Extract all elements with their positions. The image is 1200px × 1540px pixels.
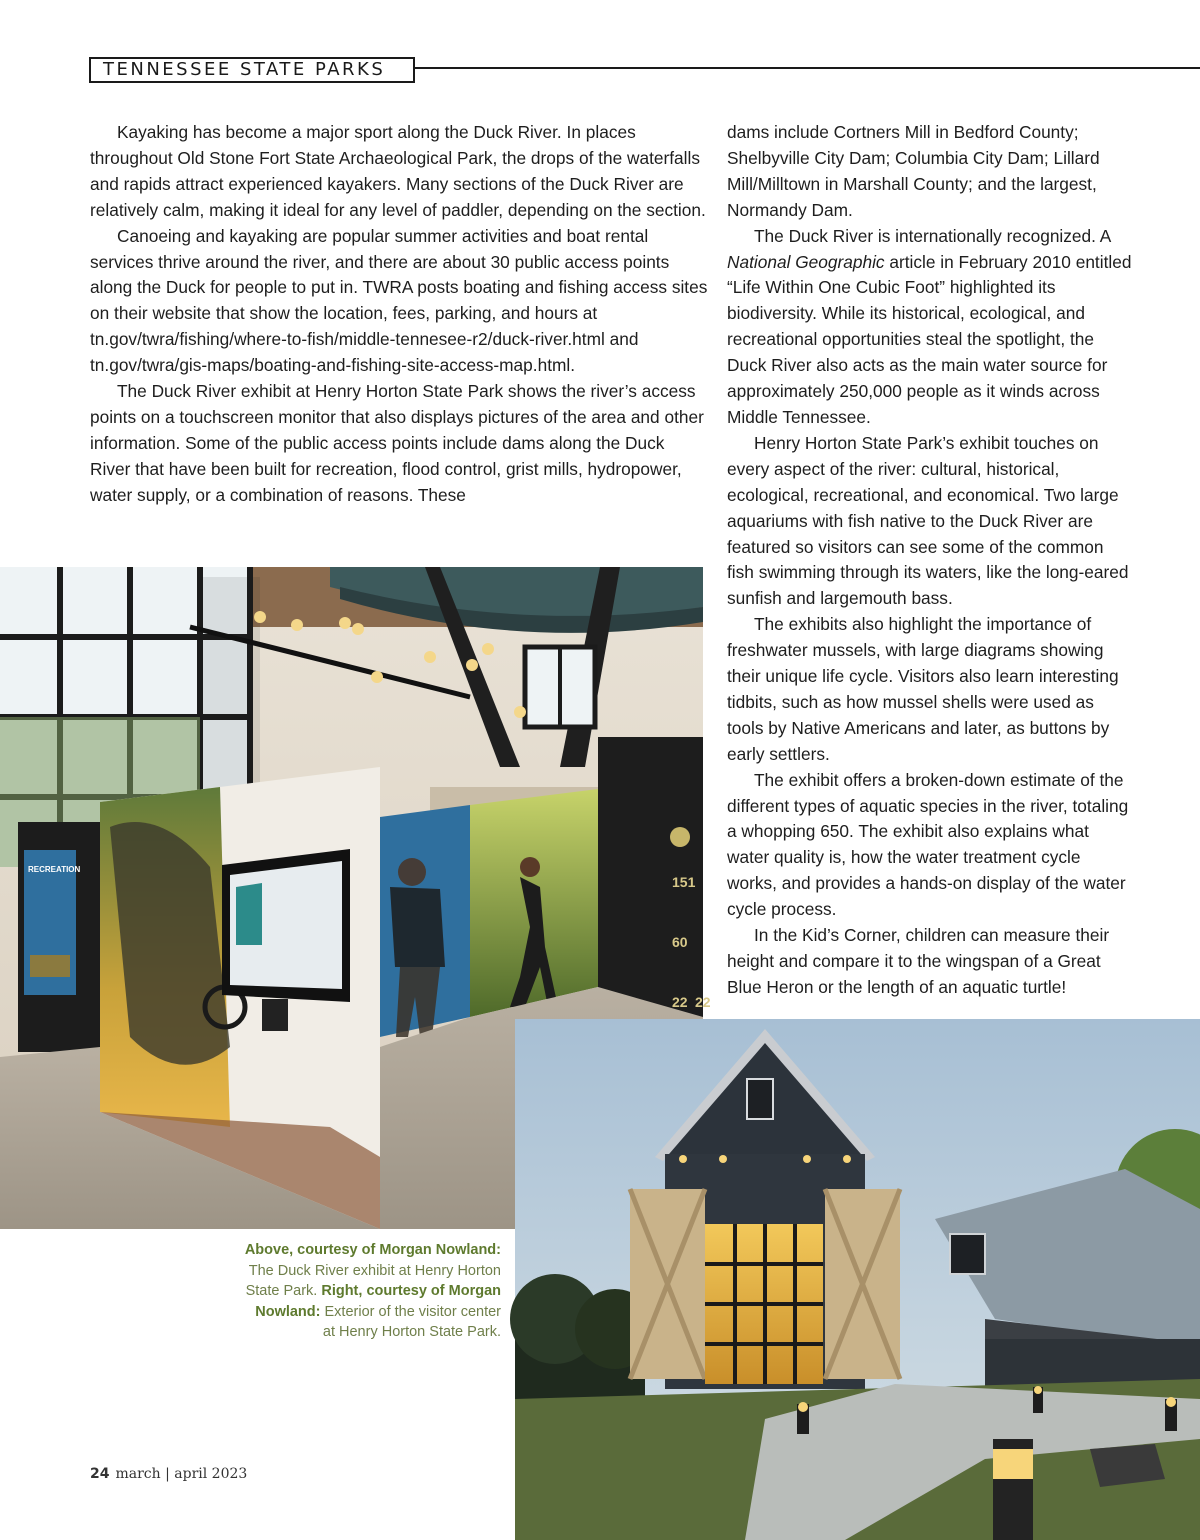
left-text-column bbox=[90, 120, 708, 509]
right-text-column bbox=[727, 120, 1132, 1001]
page-footer bbox=[90, 1466, 247, 1482]
visitor-center-photo bbox=[515, 1019, 1200, 1540]
caption-credit: Above, courtesy of Morgan Nowland: bbox=[244, 1242, 501, 1258]
recreation-panel-title: RECREATION bbox=[28, 865, 81, 874]
caption-text: Exterior of the visitor center at Henry Horton State Park. bbox=[320, 1303, 501, 1341]
paragraph: dams include Cortners Mill in Bedford County; Shelbyville City Dam; Columbia City Dam; Lillard Mill/Milltown in Marshall County; and the largest, Normandy Dam. bbox=[727, 122, 1100, 220]
section-title: TENNESSEE STATE PARKS bbox=[103, 59, 386, 80]
paragraph: The exhibits also highlight the importance of freshwater mussels, with large diagrams showing their unique life cycle. Visitors also learn interesting tidbits, such as how mussel shells were used as tools by Native Americans and later, as buttons by early settlers. bbox=[727, 614, 1119, 764]
paragraph: Kayaking has become a major sport along the Duck River. In places throughout Old Stone Fort State Archaeological Park, the drops of the waterfalls and rapids attract experienced kayakers. Many sections of the Duck River are relatively calm, making it ideal for any level of paddler, depending on the section. bbox=[90, 122, 706, 220]
paragraph-text: article in February 2010 entitled “Life Within One Cubic Foot” highlighted its biodiversity. While its historical, ecological, and recreational opportunities steal the spotlight, the Duck River also acts as the main water source for approximately 250,000 people as it winds across Middle Tennessee. bbox=[727, 251, 1132, 427]
stat-number: 22 bbox=[672, 994, 688, 1010]
page-number: 24 bbox=[90, 1466, 110, 1482]
header-rule bbox=[415, 67, 1200, 69]
caption-credit: Right, courtesy of Morgan Nowland: bbox=[255, 1283, 501, 1320]
paragraph: The Duck River exhibit at Henry Horton State Park shows the river’s access points on a touchscreen monitor that also displays pictures of the area and other information. Some of the public access points include dams along the Duck River that have been built for recreation, flood control, grist mills, hydropower, water supply, or a combination of reasons. These bbox=[90, 381, 704, 505]
caption-text: The Duck River exhibit at Henry Horton State Park. bbox=[245, 1262, 501, 1300]
paragraph-text: The Duck River is internationally recognized. A bbox=[754, 225, 1111, 246]
stat-number: 151 bbox=[672, 874, 696, 890]
issue-date: march | april 2023 bbox=[115, 1466, 248, 1482]
paragraph: The exhibit offers a broken-down estimate of the different types of aquatic species in the river, totaling a whopping 650. The exhibit also explains what water quality is, how the water treatment cycle works, and provides a hands-on display of the water cycle process. bbox=[727, 769, 1129, 920]
paragraph: In the Kid’s Corner, children can measure their height and compare it to the wingspan of a Great Blue Heron or the length of an aquatic turtle! bbox=[727, 925, 1110, 997]
publication-title: National Geographic bbox=[727, 251, 885, 272]
stat-number: 22 bbox=[695, 994, 711, 1010]
paragraph: Henry Horton State Park’s exhibit touches on every aspect of the river: cultural, historical, ecological, recreational, and economical. Two large aquariums with fish native to the Duck River are featured so visitors can see some of the common fish swimming through its waters, like the long-eared sunfish and largemouth bass. bbox=[727, 432, 1129, 609]
paragraph bbox=[727, 224, 1132, 431]
stat-number: 60 bbox=[672, 934, 688, 950]
paragraph: Canoeing and kayaking are popular summer activities and boat rental services thrive around the river, and there are about 30 public access points along the Duck for people to put in. TWRA posts boating and fishing access sites on their website that show the location, fees, parking, and hours at tn.gov/twra/fishing/where-to-fish/middle-tennesee-r2/duck-river.html and tn.gov/twra/gis-maps/boating-and-fishing-site-access-map.html. bbox=[90, 225, 708, 376]
section-header bbox=[89, 57, 415, 83]
photo-caption bbox=[240, 1240, 501, 1343]
